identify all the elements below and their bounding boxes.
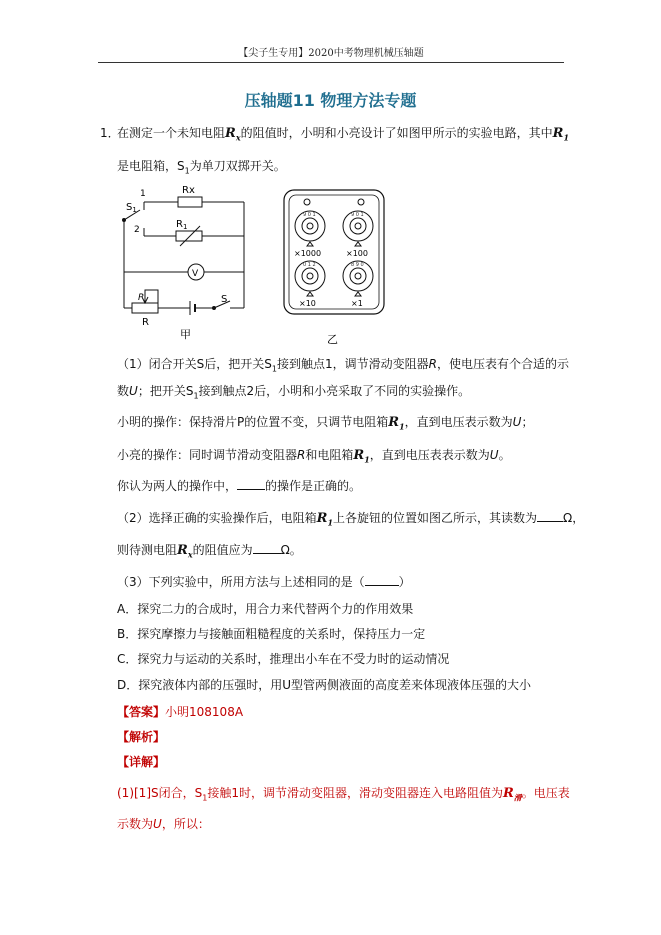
answer-line: 【答案】小明108108A xyxy=(117,705,244,719)
part2-line2: 则待测电阻$R_x$的阻值应为 Ω。 xyxy=(117,543,302,560)
opinion-line: 你认为两人的操作中， 的操作是正确的。 xyxy=(117,479,362,493)
label-s1: $S_1$ xyxy=(126,202,137,214)
part1-line2: 数U；把开关$S_1$接到触点2后，小明和小亮采取了不同的实验操作。 xyxy=(117,384,471,401)
blank-4[interactable] xyxy=(365,574,399,586)
label-x10: ×10 xyxy=(299,299,316,308)
label-contact-1: 1 xyxy=(140,189,146,199)
part1-line1: （1）闭合开关S后，把开关$S_1$接到触点1，调节滑动变阻器R，使电压表有个合适的示 xyxy=(117,357,569,374)
resistor-rx xyxy=(178,197,202,207)
detail-label: 【详解】 xyxy=(117,755,166,769)
label-s: S xyxy=(221,294,228,305)
blank-2[interactable] xyxy=(537,510,563,522)
symbol-rx: $R_x$ xyxy=(225,126,241,143)
caption-jia: 甲 xyxy=(180,328,191,340)
header-rule xyxy=(98,62,564,63)
option-a: A．探究二力的合成时，用合力来代替两个力的作用效果 xyxy=(117,602,414,616)
svg-text:9 0 1: 9 0 1 xyxy=(351,212,364,218)
svg-text:9 0 1: 9 0 1 xyxy=(303,212,316,218)
svg-text:8 9 0: 8 9 0 xyxy=(351,262,364,268)
resistance-box-yi xyxy=(282,188,386,348)
rheostat-r xyxy=(132,303,158,313)
symbol-r1: $R_1$ xyxy=(552,126,570,143)
label-p: P xyxy=(138,293,144,303)
option-d: D．探究液体内部的压强时，用U型管两侧液面的高度差来体现液体压强的大小 xyxy=(117,678,532,692)
label-rx: Rx xyxy=(182,185,195,196)
part3-stem: （3）下列实验中，所用方法与上述相同的是（ ） xyxy=(117,575,411,589)
label-x100: ×100 xyxy=(346,249,368,258)
xiaoming-operation: 小明的操作：保持滑片P的位置不变，只调节电阻箱$R_1$，直到电压表示数为U； xyxy=(117,415,534,432)
label-x1000: ×1000 xyxy=(294,249,322,258)
voltmeter-label: V xyxy=(192,269,199,279)
caption-yi: 乙 xyxy=(327,333,338,346)
question-number: 1． xyxy=(100,126,120,140)
svg-text:0 1 2: 0 1 2 xyxy=(303,262,316,268)
question-intro-line1: 在测定一个未知电阻$R_x$的阻值时，小明和小亮设计了如图甲所示的实验电路，其中$R_1$ xyxy=(117,126,570,143)
part2-line1: （2）选择正确的实验操作后，电阻箱$R_1$上各旋钮的位置如图乙所示，其读数为 Ω， xyxy=(117,511,585,528)
page-title: 压轴题11 物理方法专题 xyxy=(244,91,417,110)
page-header: 【尖子生专用】2020中考物理机械压轴题 xyxy=(238,48,424,59)
label-x1: ×1 xyxy=(351,299,363,308)
label-r: R xyxy=(142,317,149,328)
option-b: B．探究摩擦力与接触面粗糙程度的关系时，保持压力一定 xyxy=(117,627,426,641)
analysis-label: 【解析】 xyxy=(117,730,166,744)
blank-3[interactable] xyxy=(253,542,281,554)
blank-1[interactable] xyxy=(237,478,265,490)
circuit-diagram-jia xyxy=(118,180,270,340)
question-intro-line2: 是电阻箱，$S_1$为单刀双掷开关。 xyxy=(117,159,286,176)
detail-line2: 示数为U，所以： xyxy=(117,817,210,831)
option-c: C．探究力与运动的关系时，推理出小车在不受力时的运动情况 xyxy=(117,652,450,666)
resistor-box-r1 xyxy=(176,231,202,241)
label-contact-2: 2 xyxy=(134,225,140,235)
detail-line1: (1)[1]S闭合，$S_1$接触1时，调节滑动变阻器，滑动变阻器连入电路阻值为$R_滑$。电压表 xyxy=(117,786,570,803)
label-r1: $R_1$ xyxy=(176,219,188,231)
xiaoliang-operation: 小亮的操作：同时调节滑动变阻器R和电阻箱$R_1$，直到电压表表示数为U。 xyxy=(117,448,511,465)
